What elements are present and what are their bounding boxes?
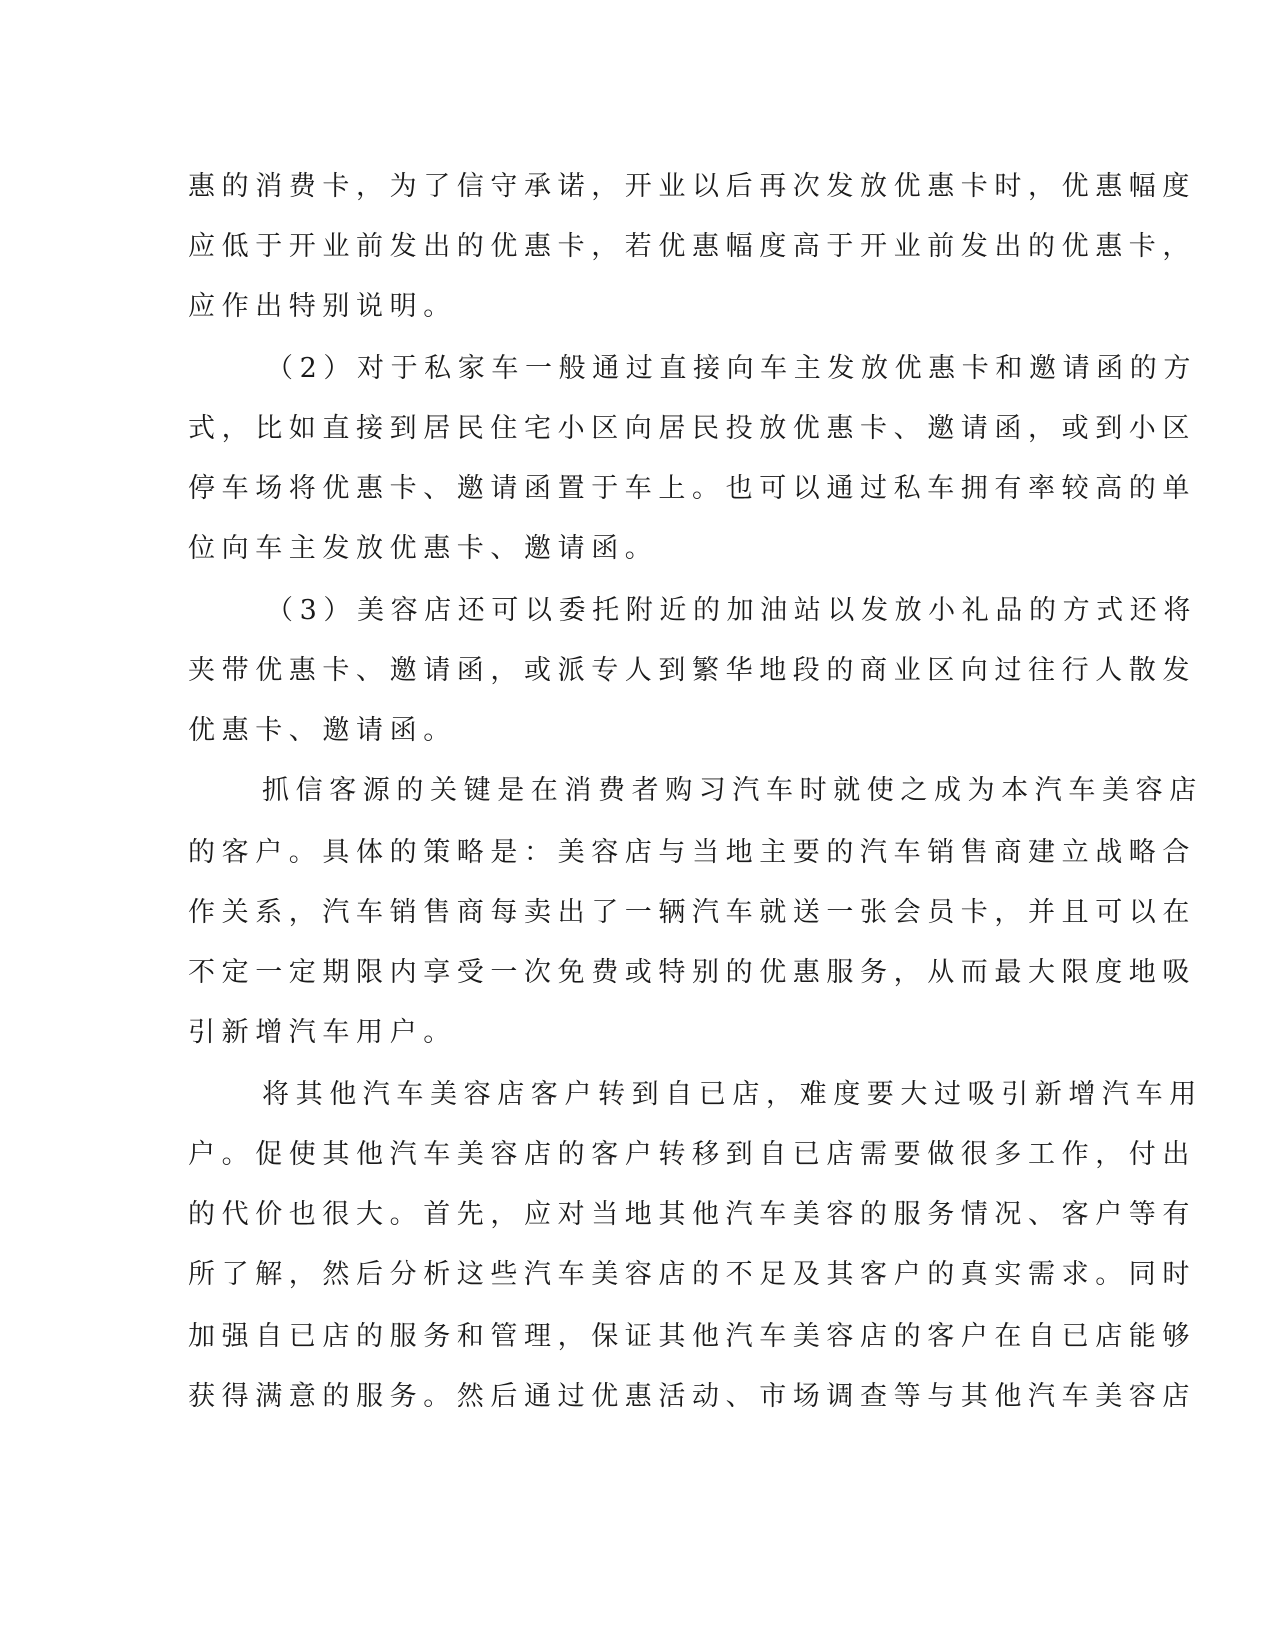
text-line: 应作出特别说明。 [188,291,457,322]
text-line: 所了解，然后分析这些汽车美容店的不足及其客户的真实需求。同时 [188,1259,1196,1290]
text-line: 引新增汽车用户。 [188,1017,457,1048]
text-line: 优惠卡、邀请函。 [188,715,457,746]
text-line: 不定一定期限内享受一次免费或特别的优惠服务，从而最大限度地吸 [188,957,1196,988]
text-line: 夹带优惠卡、邀请函，或派专人到繁华地段的商业区向过往行人散发 [188,655,1196,686]
text-line: 获得满意的服务。然后通过优惠活动、市场调查等与其他汽车美容店 [188,1381,1196,1412]
text-line: 将其他汽车美容店客户转到自已店，难度要大过吸引新增汽车用 [262,1079,1203,1110]
text-line: 户。促使其他汽车美容店的客户转移到自已店需要做很多工作，付出 [188,1139,1196,1170]
text-line: 惠的消费卡，为了信守承诺，开业以后再次发放优惠卡时，优惠幅度 [188,171,1196,202]
text-line: 式，比如直接到居民住宅小区向居民投放优惠卡、邀请函，或到小区 [188,413,1196,444]
text-line: 停车场将优惠卡、邀请函置于车上。也可以通过私车拥有率较高的单 [188,473,1196,504]
text-line: 加强自已店的服务和管理，保证其他汽车美容店的客户在自已店能够 [188,1321,1196,1352]
text-line: 抓信客源的关键是在消费者购习汽车时就使之成为本汽车美容店 [262,775,1203,806]
text-line: 应低于开业前发出的优惠卡，若优惠幅度高于开业前发出的优惠卡， [188,231,1196,262]
text-line: 作关系，汽车销售商每卖出了一辆汽车就送一张会员卡，并且可以在 [188,897,1196,928]
text-line: （3）美容店还可以委托附近的加油站以发放小礼品的方式还将 [266,595,1197,626]
text-line: 位向车主发放优惠卡、邀请函。 [188,533,659,564]
text-line: 的代价也很大。首先，应对当地其他汽车美容的服务情况、客户等有 [188,1199,1196,1230]
text-line: （2）对于私家车一般通过直接向车主发放优惠卡和邀请函的方 [266,353,1197,384]
text-line: 的客户。具体的策略是：美容店与当地主要的汽车销售商建立战略合 [188,837,1196,868]
